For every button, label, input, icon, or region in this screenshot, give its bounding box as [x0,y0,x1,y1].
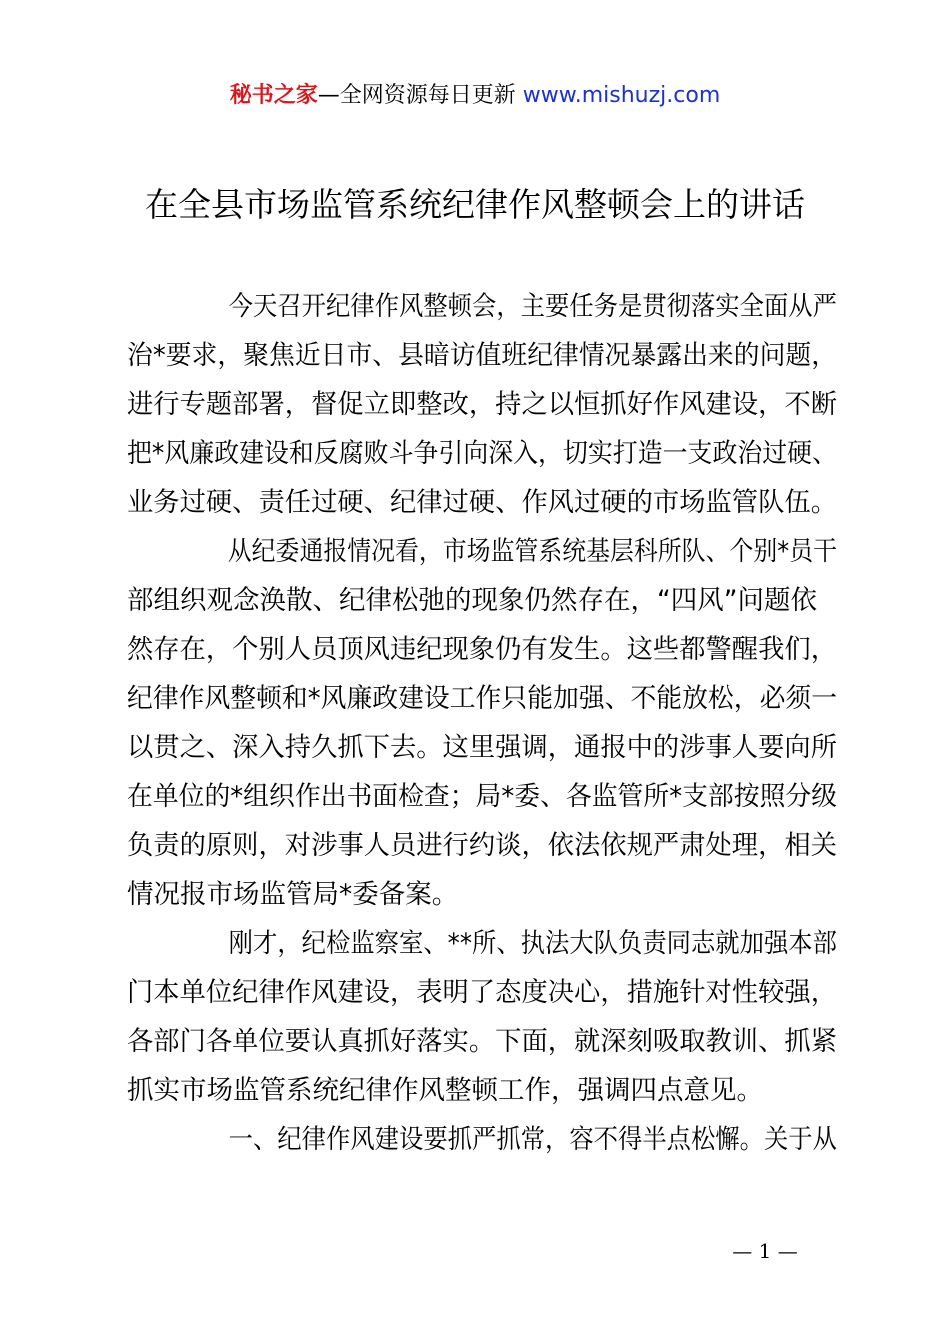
text-line: 部组织观念涣散、纪律松弛的现象仍然存在，“四风”问题依 [127,585,817,616]
text-line: 负责的原则，对涉事人员进行约谈，依法依规严肃处理，相关 [127,830,837,861]
header-slogan: —全网资源每日更新 [317,83,523,108]
section-heading-paragraph [127,1115,837,1164]
page-number: — 1 — [732,1239,798,1263]
site-header [0,78,950,114]
paragraph [127,527,837,919]
text-line: 刚才，纪检监察室、**所、执法大队负责同志就加强本部 [228,928,837,959]
brand-name: 秘书之家 [229,83,318,108]
text-line: 今天召开纪律作风整顿会，主要任务是贯彻落实全面从严 [228,291,837,322]
text-line: 以贯之、深入持久抓下去。这里强调，通报中的涉事人要向所 [127,732,837,763]
text-line: 一、纪律作风建设要抓严抓常，容不得半点松懈。关于从 [228,1124,837,1155]
text-line: 门本单位纪律作风建设，表明了态度决心，措施针对性较强， [127,977,837,1008]
document-body [127,282,837,1164]
document-title: 在全县市场监管系统纪律作风整顿会上的讲话 [145,185,805,224]
text-line: 情况报市场监管局*委备案。 [127,879,459,910]
paragraph [127,919,837,1115]
text-line: 业务过硬、责任过硬、纪律过硬、作风过硬的市场监管队伍。 [127,487,837,518]
text-line: 从纪委通报情况看，市场监管系统基层科所队、个别*员干 [227,536,837,567]
text-line: 纪律作风整顿和*风廉政建设工作只能加强、不能放松，必须一 [127,683,838,714]
text-line: 进行专题部署，督促立即整改，持之以恒抓好作风建设，不断 [127,389,837,420]
text-line: 然存在，个别人员顶风违纪现象仍有发生。这些都警醒我们， [127,634,837,665]
paragraph [127,282,837,527]
text-line: 在单位的*组织作出书面检查；局*委、各监管所*支部按照分级 [127,781,838,812]
text-line: 各部门各单位要认真抓好落实。下面，就深刻吸取教训、抓紧 [127,1026,837,1057]
text-line: 把*风廉政建设和反腐败斗争引向深入，切实打造一支政治过硬、 [127,438,838,469]
site-url[interactable]: www.mishuzj.com [522,83,721,108]
text-line: 治*要求，聚焦近日市、县暗访值班纪律情况暴露出来的问题， [127,340,838,371]
text-line: 抓实市场监管系统纪律作风整顿工作，强调四点意见。 [127,1075,763,1106]
